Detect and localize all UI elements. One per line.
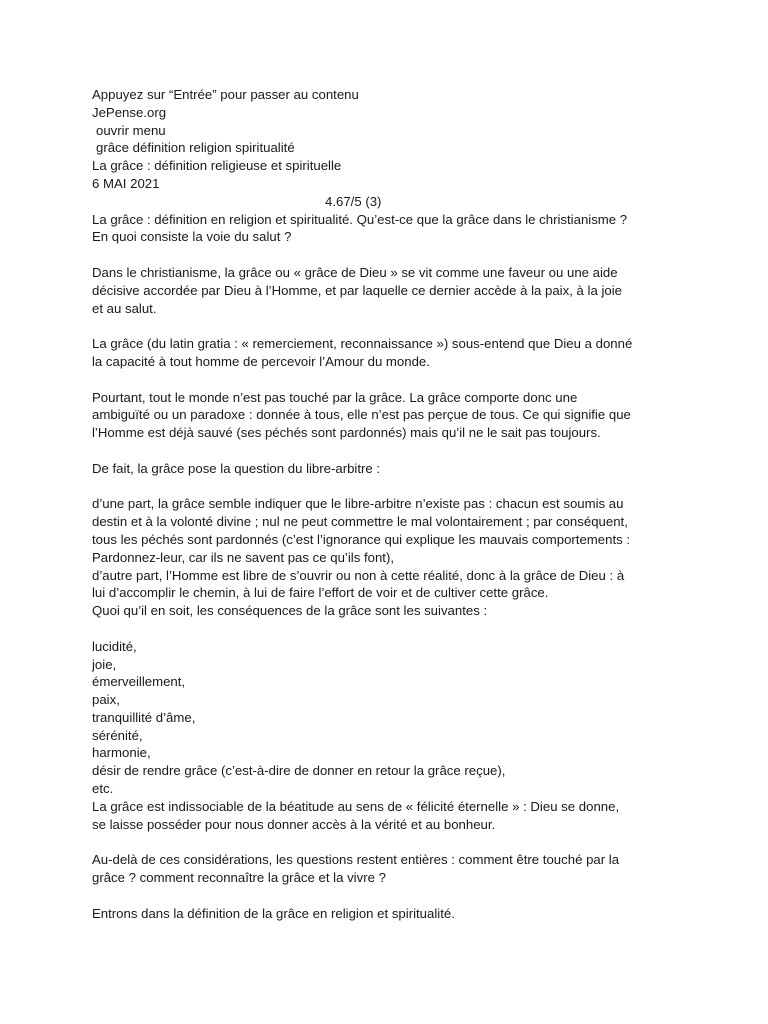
list-item: sérénité, <box>92 727 143 743</box>
list-item: etc. <box>92 781 114 797</box>
paragraph-deux-aspects <box>92 495 692 620</box>
paragraph-line: décisive accordée par Dieu à l’Homme, et par laquelle ce dernier accède à la paix, à la joie <box>92 282 622 298</box>
list-item: désir de rendre grâce (c’est-à-dire de donner en retour la grâce reçue), <box>92 763 506 779</box>
paragraph-line: Au-delà de ces considérations, les questions restent entières : comment être touché par la <box>92 852 620 868</box>
paragraph-line: et au salut. <box>92 300 157 316</box>
paragraph-paradoxe <box>92 389 692 442</box>
skip-to-content-link[interactable]: Appuyez sur “Entrée” pour passer au contenu <box>92 87 359 102</box>
breadcrumb: grâce définition religion spiritualité <box>96 140 295 156</box>
site-name-link[interactable]: JePense.org <box>92 104 167 120</box>
intro-paragraph <box>92 211 692 247</box>
paragraph-beatitude <box>92 798 692 834</box>
paragraph-line: Pardonnez-leur, car ils ne savent pas ce qu’ils font), <box>92 549 395 565</box>
paragraph-line: se laisse posséder pour nous donner accès à la vérité et au bonheur. <box>92 816 496 832</box>
list-item: lucidité, <box>92 638 137 654</box>
consequences-list <box>92 638 692 798</box>
paragraph-line: La grâce est indissociable de la béatitude au sens de « félicité éternelle » : Dieu se donne, <box>92 798 620 814</box>
paragraph-line: grâce ? comment reconnaître la grâce et la vivre ? <box>92 870 386 886</box>
paragraph-etymologie <box>92 335 692 371</box>
paragraph-line: La grâce (du latin gratia : « remerciement, reconnaissance ») sous-entend que Dieu a donné <box>92 336 633 352</box>
list-item: émerveillement, <box>92 674 186 690</box>
list-item: joie, <box>92 656 117 672</box>
intro-line: La grâce : définition en religion et spiritualité. Qu’est-ce que la grâce dans le christianisme ? <box>92 211 628 227</box>
paragraph-line: tous les péchés sont pardonnés (c’est l’ignorance qui explique les mauvais comportements : <box>92 531 631 547</box>
document-page <box>92 86 692 922</box>
paragraph-conclusion: Entrons dans la définition de la grâce en religion et spiritualité. <box>92 905 455 921</box>
list-item: tranquillité d’âme, <box>92 709 196 725</box>
paragraph-line: Dans le christianisme, la grâce ou « grâce de Dieu » se vit comme une faveur ou une aide <box>92 264 618 280</box>
paragraph-line: d’une part, la grâce semble indiquer que le libre-arbitre n’existe pas : chacun est soumis au <box>92 496 624 512</box>
paragraph-christianisme <box>92 264 692 317</box>
list-item: paix, <box>92 692 120 708</box>
open-menu-button[interactable]: ouvrir menu <box>96 122 166 138</box>
paragraph-libre-arbitre: De fait, la grâce pose la question du libre-arbitre : <box>92 460 381 476</box>
publish-date: 6 MAI 2021 <box>92 175 160 191</box>
paragraph-line: destin et à la volonté divine ; nul ne peut commettre le mal volontairement ; par conséquent, <box>92 514 628 530</box>
intro-line: En quoi consiste la voie du salut ? <box>92 229 292 245</box>
paragraph-line: Pourtant, tout le monde n’est pas touché par la grâce. La grâce comporte donc une <box>92 389 578 405</box>
list-item: harmonie, <box>92 745 151 761</box>
article-title: La grâce : définition religieuse et spirituelle <box>92 158 342 174</box>
paragraph-line: d’autre part, l’Homme est libre de s’ouvrir ou non à cette réalité, donc à la grâce de Dieu : à <box>92 567 625 583</box>
paragraph-questions <box>92 851 692 887</box>
paragraph-line: lui d’accomplir le chemin, à lui de faire l’effort de voir et de cultiver cette grâce. <box>92 585 549 601</box>
paragraph-line: ambiguïté ou un paradoxe : donnée à tous, elle n’est pas perçue de tous. Ce qui signifie que <box>92 407 631 423</box>
rating-score[interactable]: 4.67/5 (3) <box>325 193 382 209</box>
paragraph-line: l’Homme est déjà sauvé (ses péchés sont pardonnés) mais qu’il ne le sait pas toujours. <box>92 425 601 441</box>
paragraph-line: Quoi qu’il en soit, les conséquences de la grâce sont les suivantes : <box>92 603 488 619</box>
paragraph-line: la capacité à tout homme de percevoir l’Amour du monde. <box>92 353 430 369</box>
